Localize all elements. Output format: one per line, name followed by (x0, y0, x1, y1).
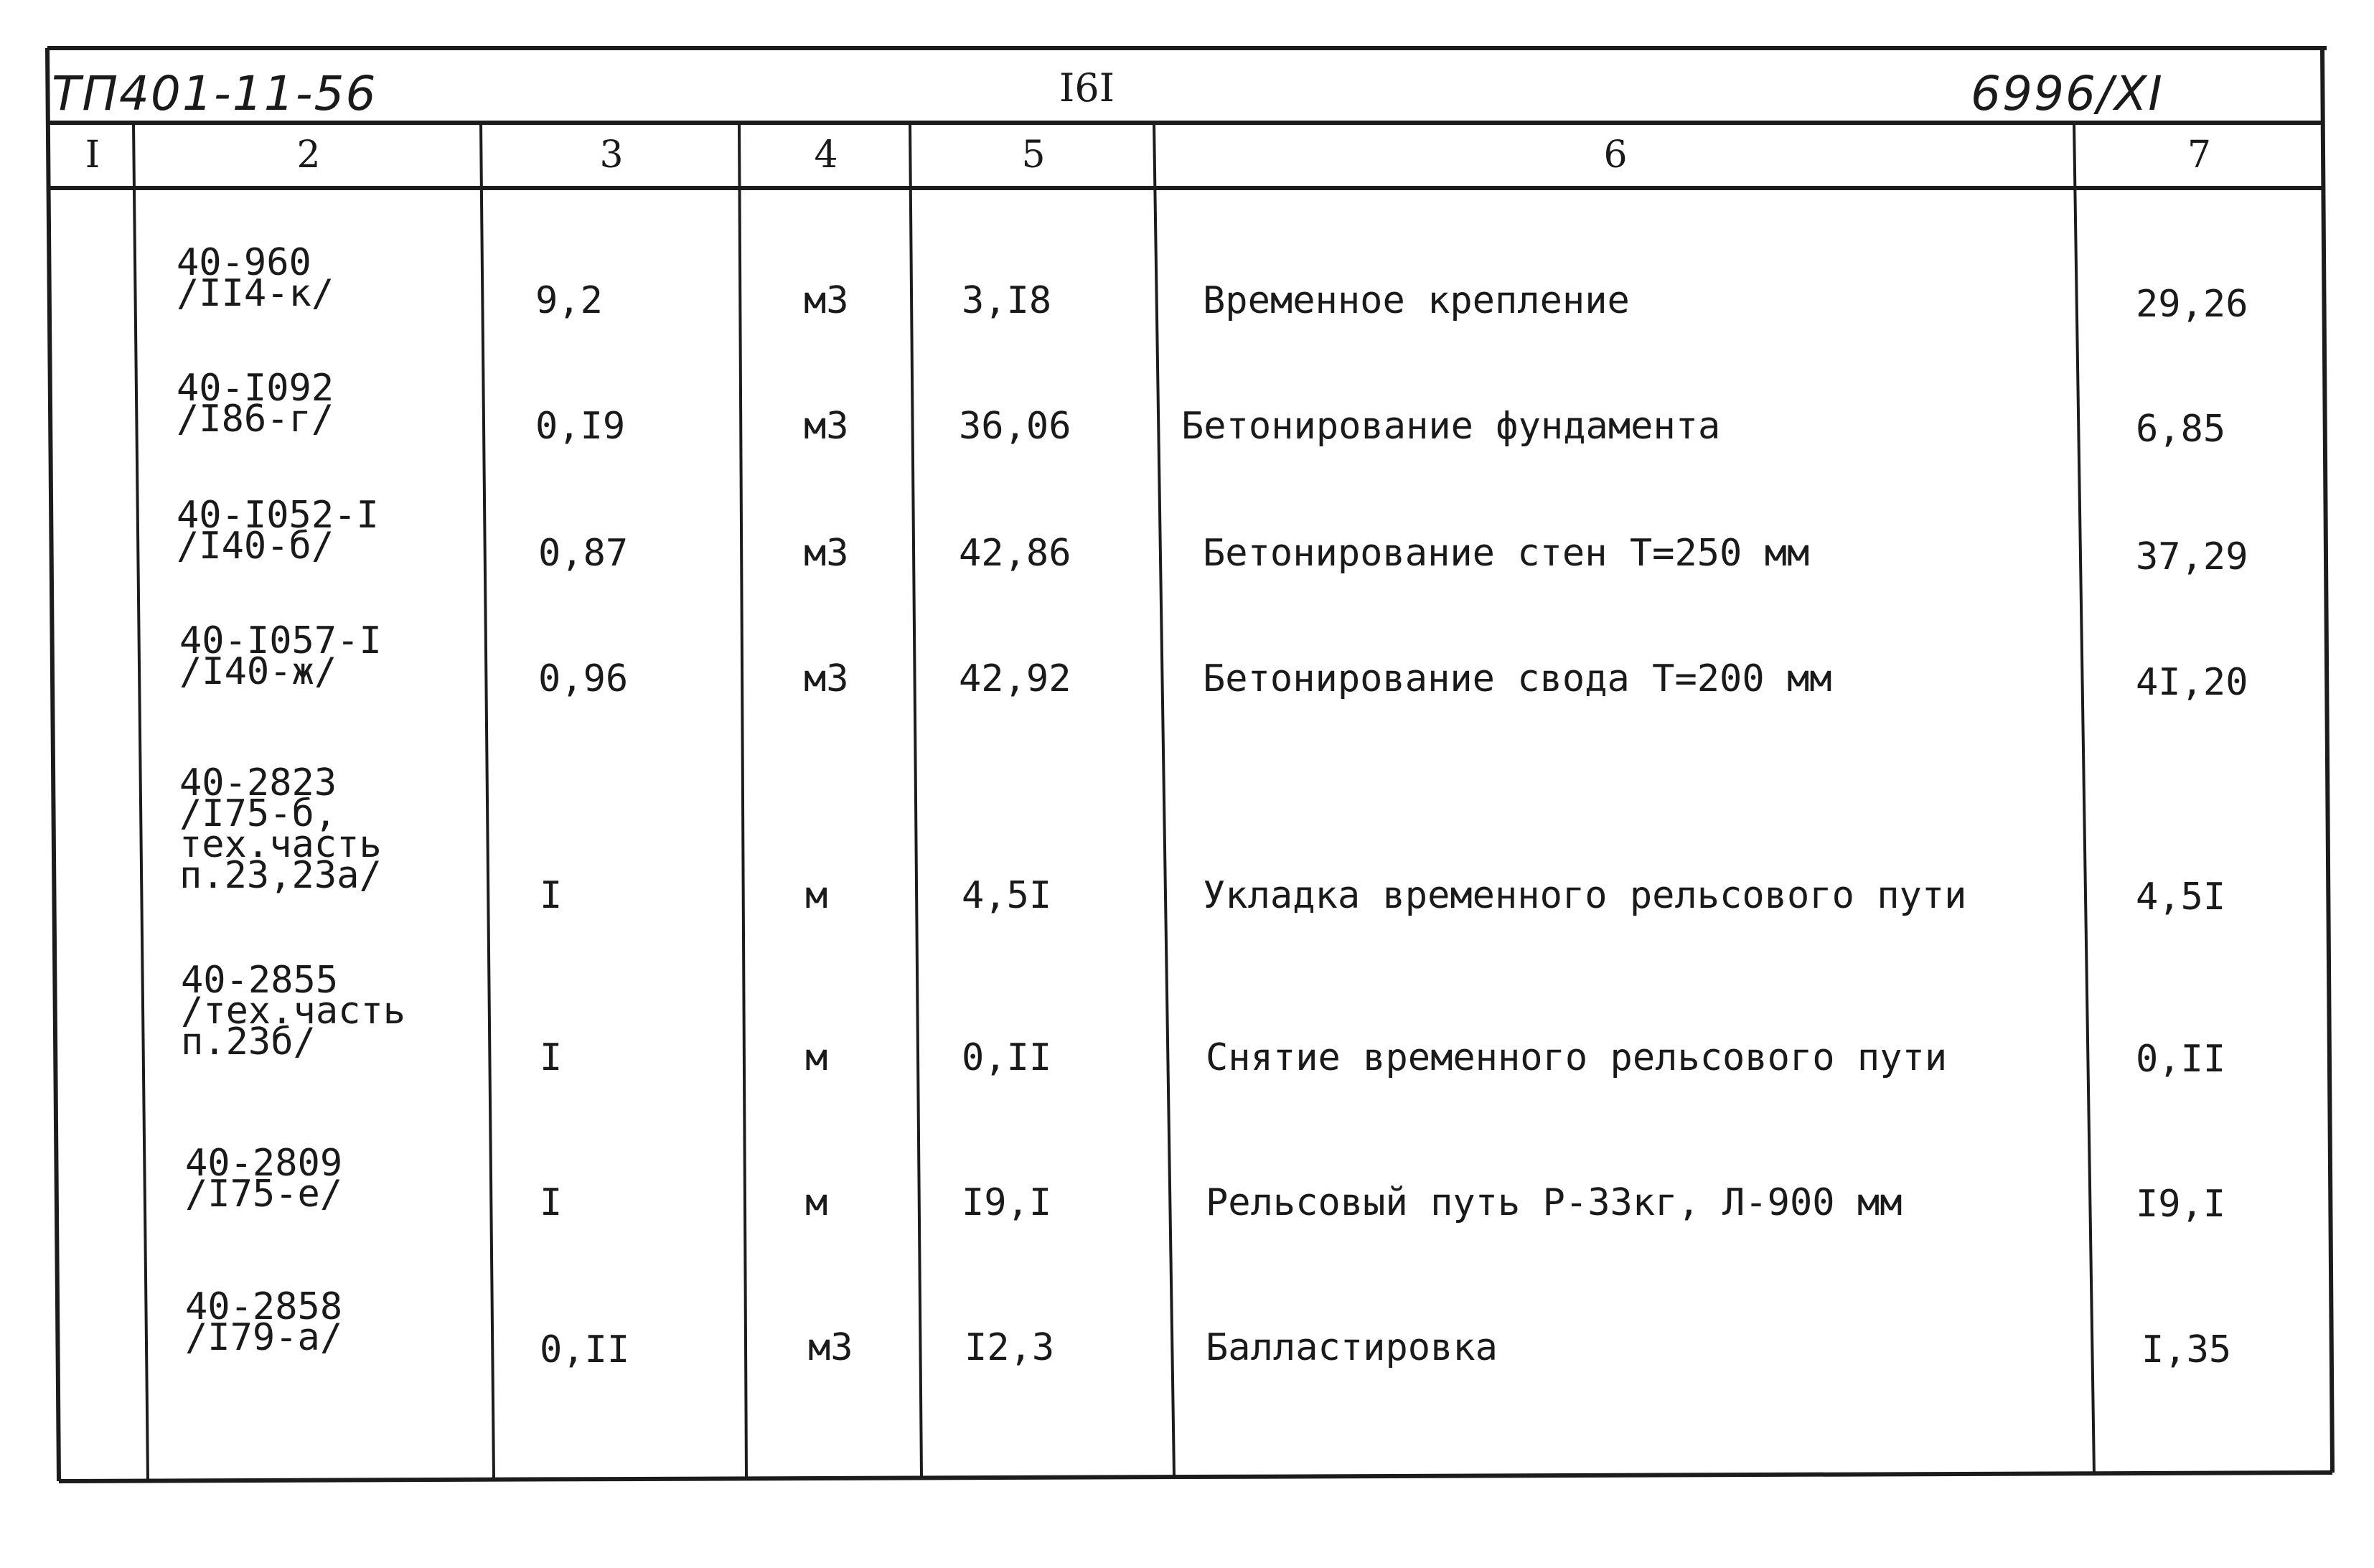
inventory-number: 6996/XI (1971, 66, 2164, 121)
column-header-1: I (85, 133, 100, 177)
column-header-3: 3 (599, 133, 624, 177)
unit: м3 (804, 405, 849, 448)
work-description: Укладка временного рельсового пути (1203, 874, 1967, 917)
work-description: Балластировка (1206, 1326, 1498, 1369)
unit-price: 4,5I (962, 874, 1052, 917)
rate-code: 40-2809 /I75-е/ (185, 1142, 343, 1216)
unit: м3 (804, 657, 849, 700)
unit: м3 (804, 532, 849, 575)
total-cost: 4,5I (2136, 875, 2226, 919)
quantity: I (540, 874, 563, 917)
work-description: Рельсовый путь Р-33кг, Л-900 мм (1206, 1181, 1903, 1224)
column-header-2: 2 (296, 133, 321, 177)
unit: м (805, 874, 828, 917)
unit-price: 0,II (962, 1036, 1052, 1079)
total-cost: 6,85 (2136, 408, 2226, 451)
quantity: 0,I9 (535, 405, 626, 448)
unit-price: 42,86 (959, 532, 1071, 575)
unit-price: 36,06 (959, 405, 1071, 448)
column-header-4: 4 (814, 133, 838, 177)
quantity: I (540, 1036, 563, 1079)
total-cost: 29,26 (2136, 283, 2248, 326)
total-cost: I9,I (2136, 1183, 2226, 1226)
unit: м3 (808, 1326, 853, 1369)
work-description: Снятие временного рельсового пути (1206, 1036, 1948, 1079)
quantity: 0,87 (538, 532, 629, 575)
unit: м3 (804, 279, 849, 322)
rate-code: 40-2855 /тех.часть п.23б/ (181, 959, 406, 1064)
quantity: 0,II (540, 1328, 630, 1371)
quantity: 9,2 (535, 279, 603, 322)
work-description: Бетонирование свода Т=200 мм (1203, 657, 1832, 700)
column-header-5: 5 (1021, 133, 1046, 177)
unit-price: I2,3 (965, 1326, 1055, 1369)
rate-code: 40-I057-I /I40-ж/ (179, 619, 382, 693)
total-cost: 0,II (2136, 1038, 2226, 1081)
unit-price: 42,92 (959, 657, 1071, 700)
quantity: I (540, 1181, 563, 1224)
column-header-7: 7 (2187, 133, 2212, 177)
quantity: 0,96 (538, 657, 629, 700)
document-code: ТП401-11-56 (52, 66, 377, 121)
unit: м (805, 1181, 828, 1224)
total-cost: 4I,20 (2136, 661, 2248, 704)
rate-code: 40-I052-I /I40-б/ (177, 494, 379, 568)
unit: м (805, 1036, 828, 1079)
rate-code: 40-960 /II4-к/ (177, 241, 334, 315)
unit-price: I9,I (962, 1181, 1052, 1224)
rate-code: 40-I092 /I86-г/ (177, 367, 334, 441)
sheet-number: I6I (1059, 65, 1115, 111)
rate-code: 40-2823 /I75-б, тех.часть п.23,23а/ (179, 761, 382, 897)
total-cost: 37,29 (2136, 535, 2248, 578)
total-cost: I,35 (2141, 1328, 2232, 1371)
unit-price: 3,I8 (962, 279, 1052, 322)
work-description: Бетонирование стен Т=250 мм (1203, 532, 1810, 575)
work-description: Бетонирование фундамента (1181, 405, 1721, 448)
work-description: Временное крепление (1203, 279, 1630, 322)
column-header-6: 6 (1603, 133, 1628, 177)
rate-code: 40-2858 /I79-а/ (185, 1285, 343, 1359)
